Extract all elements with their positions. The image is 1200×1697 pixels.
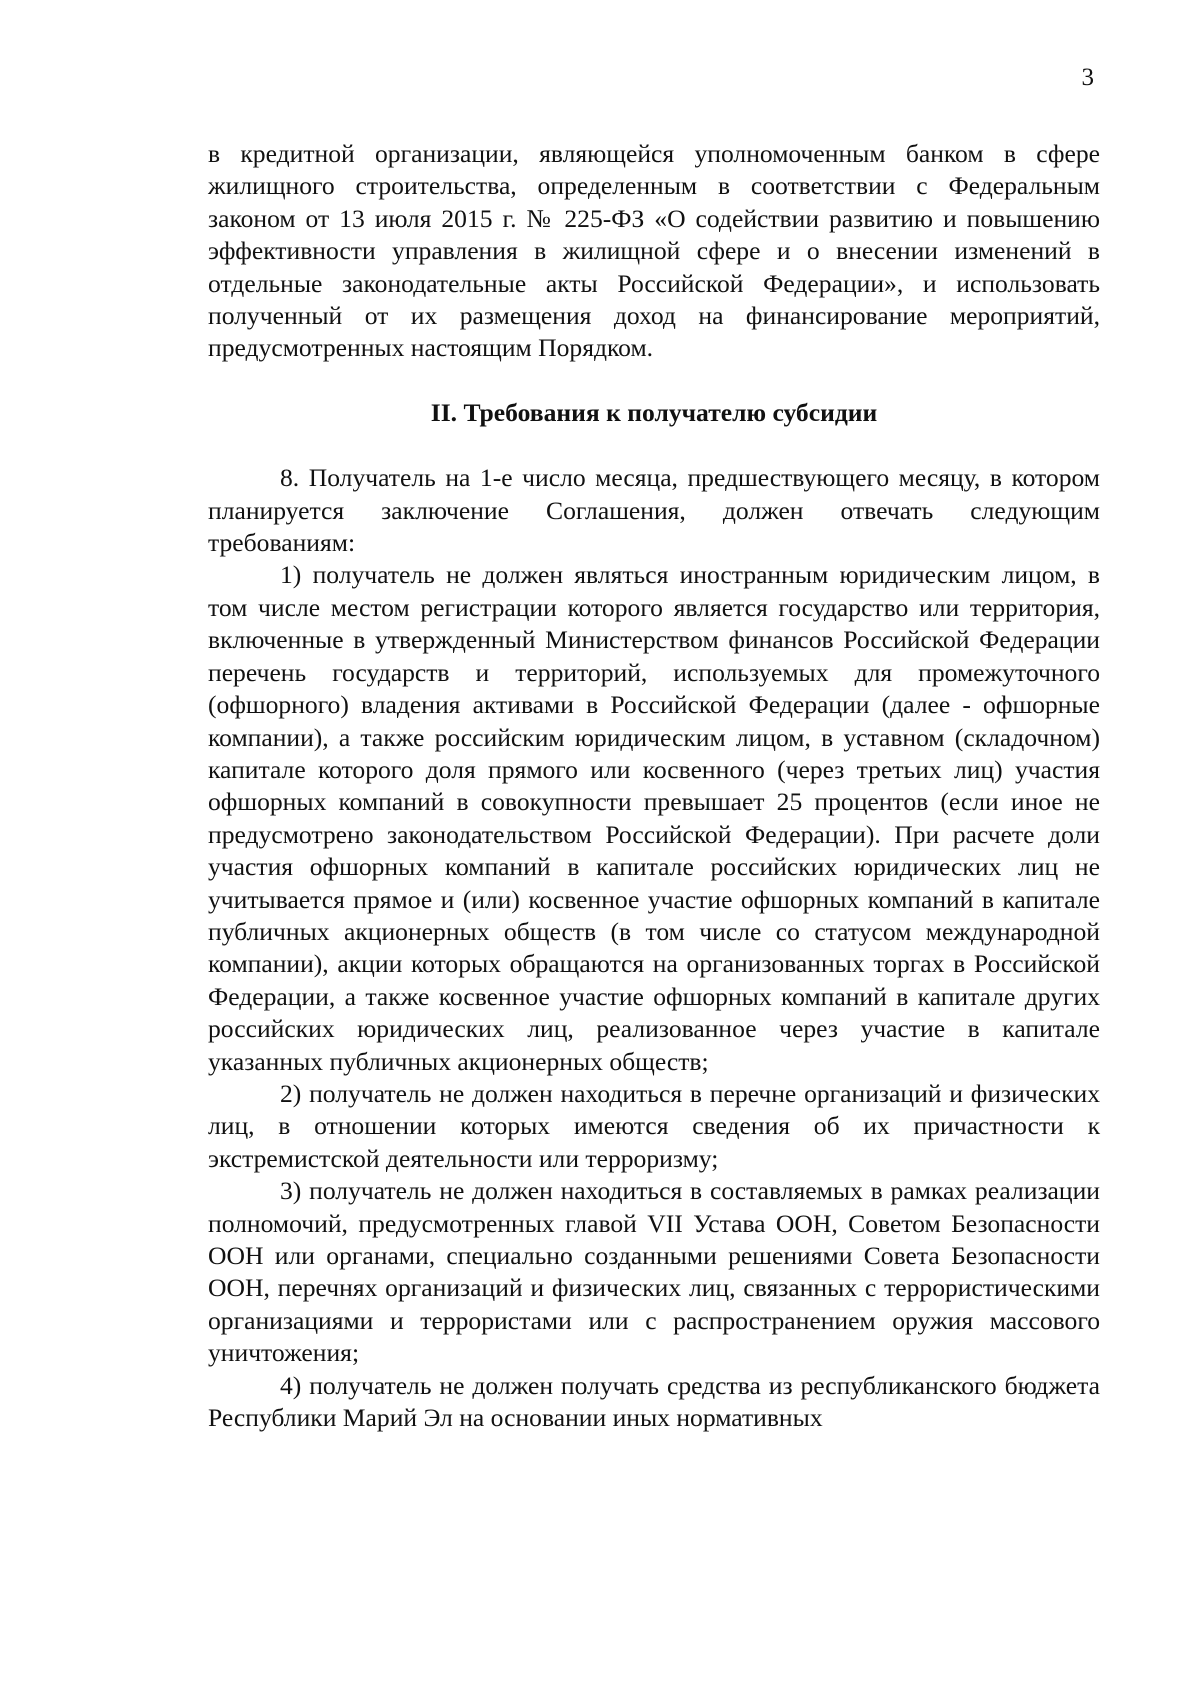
requirement-1: 1) получатель не должен являться иностранным юридическим лицом, в том числе местом регистрации которого является государство или территория, включенные в утвержденный Министерством финансов Российской Федерации перечень государств и территорий, используемых для промежуточного (офшорного) владения активами в Российской Федерации (далее - офшорные компании), а также российским юридическим лицом, в уставном (складочном) капитале которого доля прямого или косвенного (через третьих лиц) участия офшорных компаний в совокупности превышает 25 процентов (если иное не предусмотрено законодательством Российской Федерации). При расчете доли участия офшорных компаний в капитале российских юридических лиц не учитывается прямое и (или) косвенное участие офшорных компаний в капитале публичных акционерных обществ (в том числе со статусом международной компании), акции которых обращаются на организованных торгах в Российской Федерации, а также косвенное участие офшорных компаний в капитале других российских юридических лиц, реализованное через участие в капитале указанных публичных акционерных обществ; xyxy=(208,560,1100,1076)
requirement-2: 2) получатель не должен находиться в перечне организаций и физических лиц, в отношении которых имеются сведения об их причастности к экстремистской деятельности или терроризму; xyxy=(208,1078,1100,1173)
intro-paragraph: в кредитной организации, являющейся уполномоченным банком в сфере жилищного строительства, определенным в соответствии с Федеральным законом от 13 июля 2015 г. № 225-ФЗ «О содействии развитию и повышению эффективности управления в жилищной сфере и о внесении изменений в отдельные законодательные акты Российской Федерации», и использовать полученный от их размещения доход на финансирование мероприятий, предусмотренных настоящим Порядком. xyxy=(208,139,1100,363)
paragraph-8: 8. Получатель на 1-е число месяца, предшествующего месяцу, в котором планируется заключение Соглашения, должен отвечать следующим требованиям: xyxy=(208,463,1100,558)
requirement-4: 4) получатель не должен получать средства из республиканского бюджета Республики Марий Эл на основании иных нормативных xyxy=(208,1370,1100,1433)
page-number: 3 xyxy=(1081,64,1094,91)
requirement-3: 3) получатель не должен находиться в составляемых в рамках реализации полномочий, предусмотренных главой VII Устава ООН, Советом Безопасности ООН или органами, специально созданными решениями Совета Безопасности ООН, перечнях организаций и физических лиц, связанных с террористическими организациями и террористами или с распространением оружия массового уничтожения; xyxy=(208,1176,1100,1368)
section-heading: II. Требования к получателю субсидии xyxy=(430,397,878,427)
document-body xyxy=(208,138,1100,1434)
